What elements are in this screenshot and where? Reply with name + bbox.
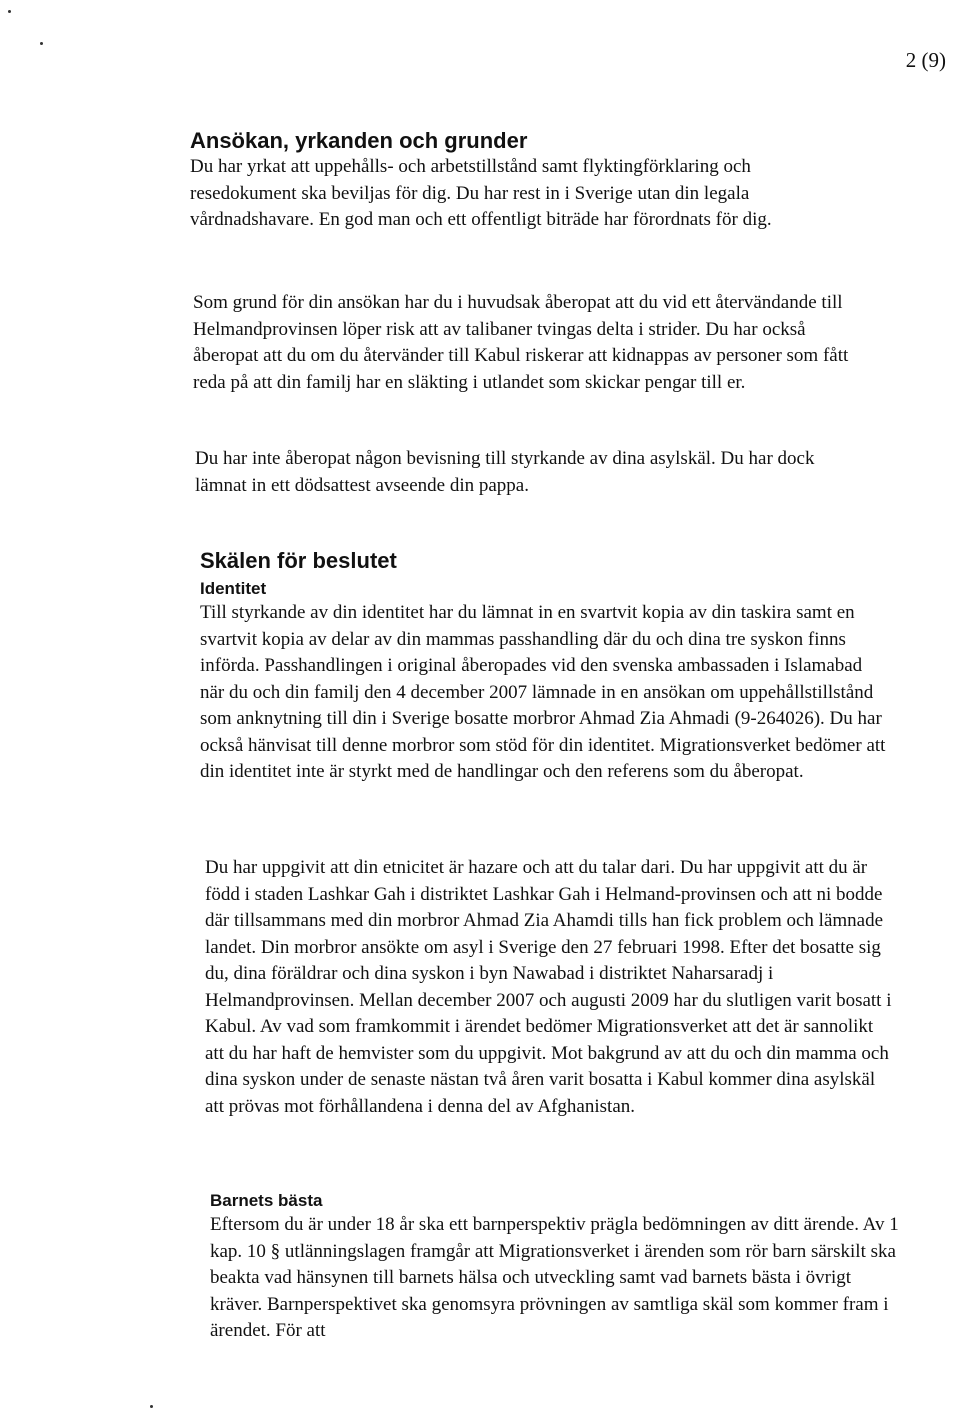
paragraph: Du har inte åberopat någon bevisning till styrkande av dina asylskäl. Du har dock lämnat in ett dödsattest avseende din pappa. [195,448,815,496]
heading-application: Ansökan, yrkanden och grunder [190,128,528,153]
page-number: 2 (9) [905,48,946,72]
heading-best-interest: Barnets bästa [210,1191,323,1210]
paragraph: Till styrkande av din identitet har du lämnat in en svartvit kopia av din taskira samt en svartvit kopia av delar av din mammas passhandling där du och dina tre syskon finns införda. Passhandlingen i original åberopades vid den svenska ambassaden i Islamabad när du och din familj den 4 december 2007 lämnade in en ansökan om uppehållstillstånd som anknytning till din i Sverige bosatte morbror Ahmad Zia Ahmadi (9-264026). Du har också hänvisat till denne morbror som stöd för din identitet. Migrationsverket bedömer att din identitet inte är styrkt med de handlingar och den referens som du åberopat. [200,602,886,782]
heading-reasons: Skälen för beslutet [200,548,397,573]
heading-identity: Identitet [200,579,267,598]
section-application [190,128,880,234]
paragraph-residence [205,855,895,1120]
scan-speck [8,10,11,13]
paragraph: Du har uppgivit att din etnicitet är hazare och att du talar dari. Du har uppgivit att du är född i staden Lashkar Gah i distriktet Lashkar Gah i Helmand-provinsen och att ni bodde där tillsammans med din morbror Ahmad Zia Ahamdi tills han fick problem och lämnade landet. Din morbror ansökte om asyl i Sverige den 27 februari 1998. Efter det bosatte sig du, dina föräldrar och dina syskon i byn Nawabad i distriktet Naharsaradj i Helmandprovinsen. Mellan december 2007 och augusti 2009 har du slutligen varit bosatt i Kabul. Av vad som framkommit i ärendet bedömer Migrationsverket att det är sannolikt att du har haft de hemvister som du uppgivit. Mot bakgrund av att du och din mamma och dina syskon under de senaste nästan två åren varit bosatta i Kabul kommer dina asylskäl att prövas mot förhållandena i denna del av Afghanistan. [205,857,892,1117]
section-best-interest [210,1190,900,1345]
paragraph: Du har yrkat att uppehålls- och arbetstillstånd samt flyktingförklaring och resedokument ska beviljas för dig. Du har rest in i Sverige utan din legala vårdnadshavare. En god man och ett offentligt biträde har förordnats för dig. [190,156,772,230]
scan-speck [40,42,43,45]
scan-speck [150,1405,153,1408]
section-reasons [200,548,890,786]
paragraph: Eftersom du är under 18 år ska ett barnperspektiv prägla bedömningen av ditt ärende. Av 1 kap. 10 § utlänningslagen framgår att Migrationsverket i ärenden som rör barn särskilt ska beakta vad hänsynen till barnets hälsa och utveckling samt vad barnets bästa i övrigt kräver. Barnperspektivet ska genomsyra prövningen av samtliga skäl som kommer fram i ärendet. För att [210,1214,899,1341]
paragraph-evidence [195,446,865,499]
paragraph: Som grund för din ansökan har du i huvudsak åberopat att du vid ett återvändande till Helmandprovinsen löper risk att av talibaner tvingas delta i strider. Du har också åberopat att du om du återvänder till Kabul riskerar att kidnappas av personer som fått reda på att din familj har en släkting i utlandet som skickar pengar till er. [193,292,849,393]
paragraph-grounds [193,290,853,396]
